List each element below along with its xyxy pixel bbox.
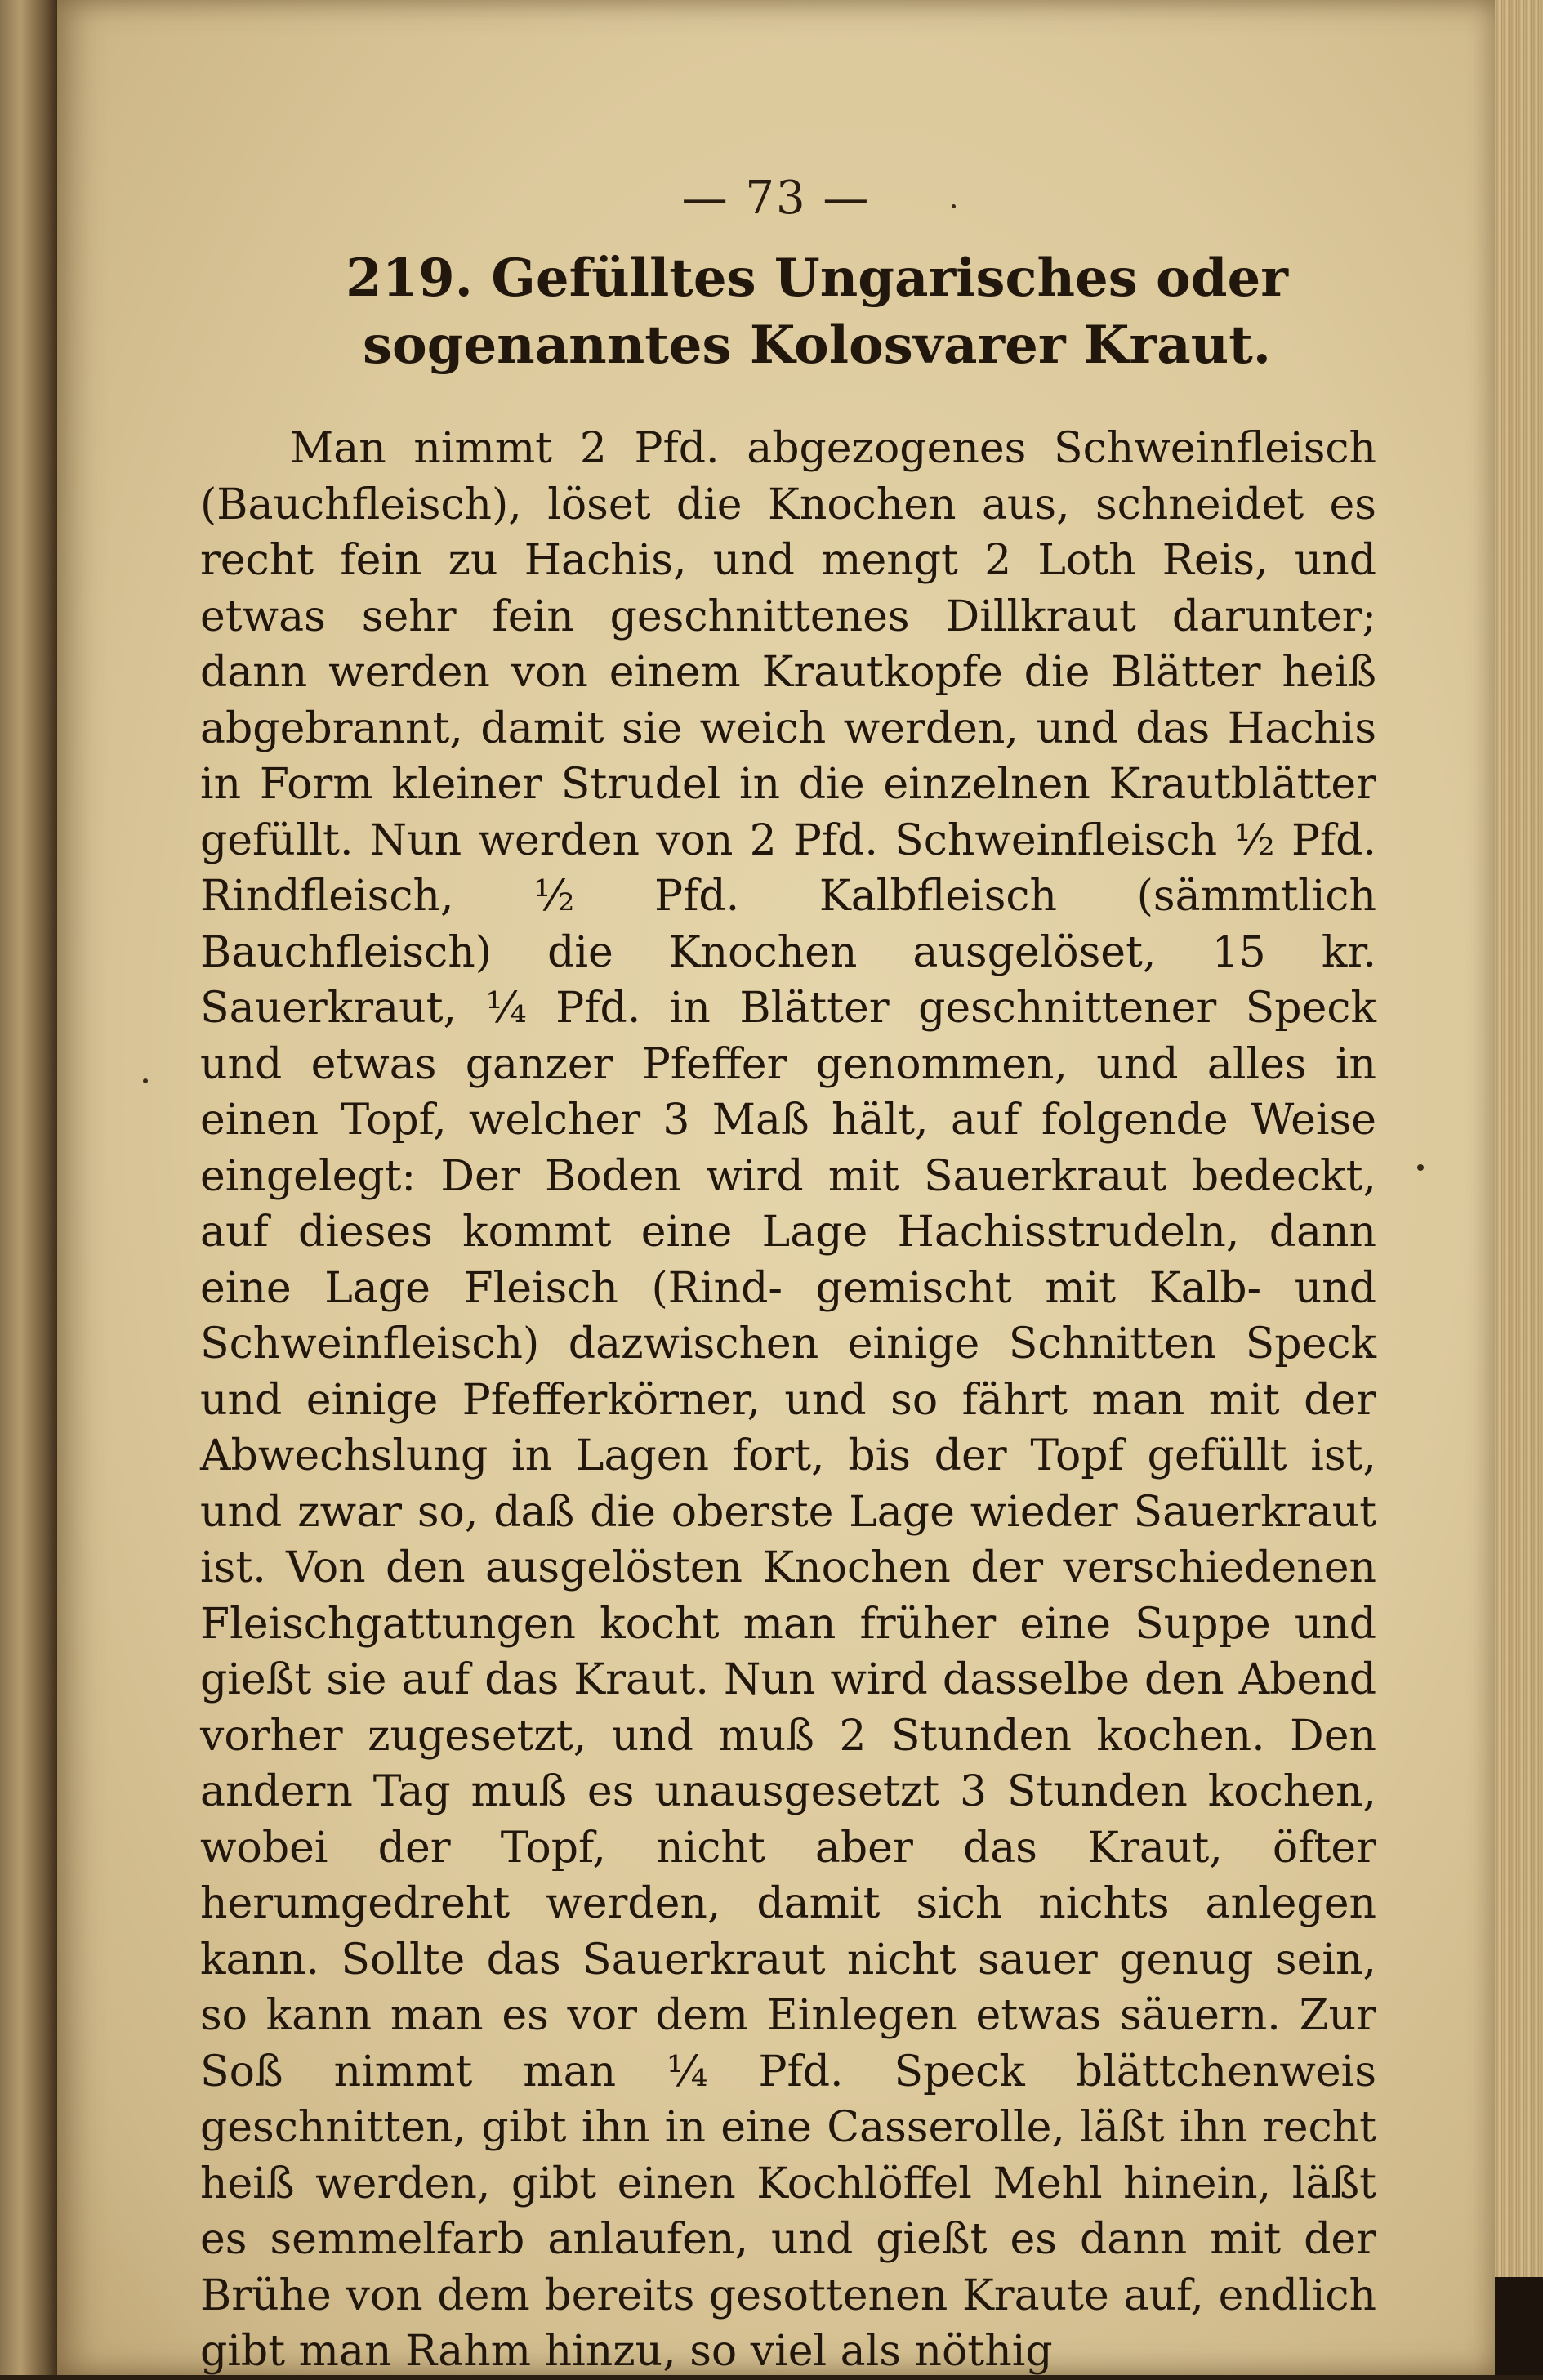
facing-page-edge	[0, 0, 57, 2375]
ink-speck	[143, 1078, 148, 1083]
recipe-title: 219. Gefülltes Ungarisches oder sogenanntes Kolosvarer Kraut.	[346, 248, 1288, 376]
ink-speck	[1417, 1164, 1424, 1171]
book-page	[57, 0, 1495, 2375]
recipe-body	[200, 421, 1376, 2380]
scan-background-corner	[1495, 2277, 1543, 2375]
page-stack-edge	[1495, 0, 1543, 2375]
page-number: — 73 —	[681, 172, 871, 225]
recipe-paragraph: Man nimmt 2 Pfd. abgezogenes Schweinfleisch (Bauchfleisch), löset die Knochen aus, schneidet es recht fein zu Hachis, und mengt 2 Loth Reis, und etwas sehr fein geschnittenes Dillkraut darunter; dann werden von einem Krautkopfe die Blätter heiß abgebrannt, damit sie weich werden, und das Hachis in Form kleiner Strudel in die einzelnen Krautblätter gefüllt. Nun werden von 2 Pfd. Schweinfleisch ½ Pfd. Rindfleisch, ½ Pfd. Kalbfleisch (sämmtlich Bauchfleisch) die Knochen ausgelöset, 15 kr. Sauerkraut, ¼ Pfd. in Blätter geschnittener Speck und etwas ganzer Pfeffer genommen, und alles in einen Topf, welcher 3 Maß hält, auf folgende Weise eingelegt: Der Boden wird mit Sauerkraut bedeckt, auf dieses kommt eine Lage Hachisstrudeln, dann eine Lage Fleisch (Rind- gemischt mit Kalb- und Schweinfleisch) dazwischen einige Schnitten Speck und einige Pfefferkörner, und so fährt man mit der Abwechslung in Lagen fort, bis der Topf gefüllt ist, und zwar so, daß die oberste Lage wieder Sauerkraut ist. Von den ausgelösten Knochen der verschiedenen Fleischgattungen kocht man früher eine Suppe und gießt sie auf das Kraut. Nun wird dasselbe den Abend vorher zugesetzt, und muß 2 Stunden kochen. Den andern Tag muß es unausgesetzt 3 Stunden kochen, wobei der Topf, nicht aber das Kraut, öfter herumgedreht werden, damit sich nichts anlegen kann. Sollte das Sauerkraut nicht sauer genug sein, so kann man es vor dem Einlegen etwas säuern. Zur Soß nimmt man ¼ Pfd. Speck blättchenweis geschnitten, gibt ihn in eine Casserolle, läßt ihn recht heiß werden, gibt einen Kochlöffel Mehl hinein, läßt es semmelfarb anlaufen, und gießt es dann mit der Brühe von dem bereits gesottenen Kraute auf, endlich gibt man Rahm hinzu, so viel als nöthig	[200, 424, 1376, 2376]
ink-speck	[952, 204, 956, 208]
